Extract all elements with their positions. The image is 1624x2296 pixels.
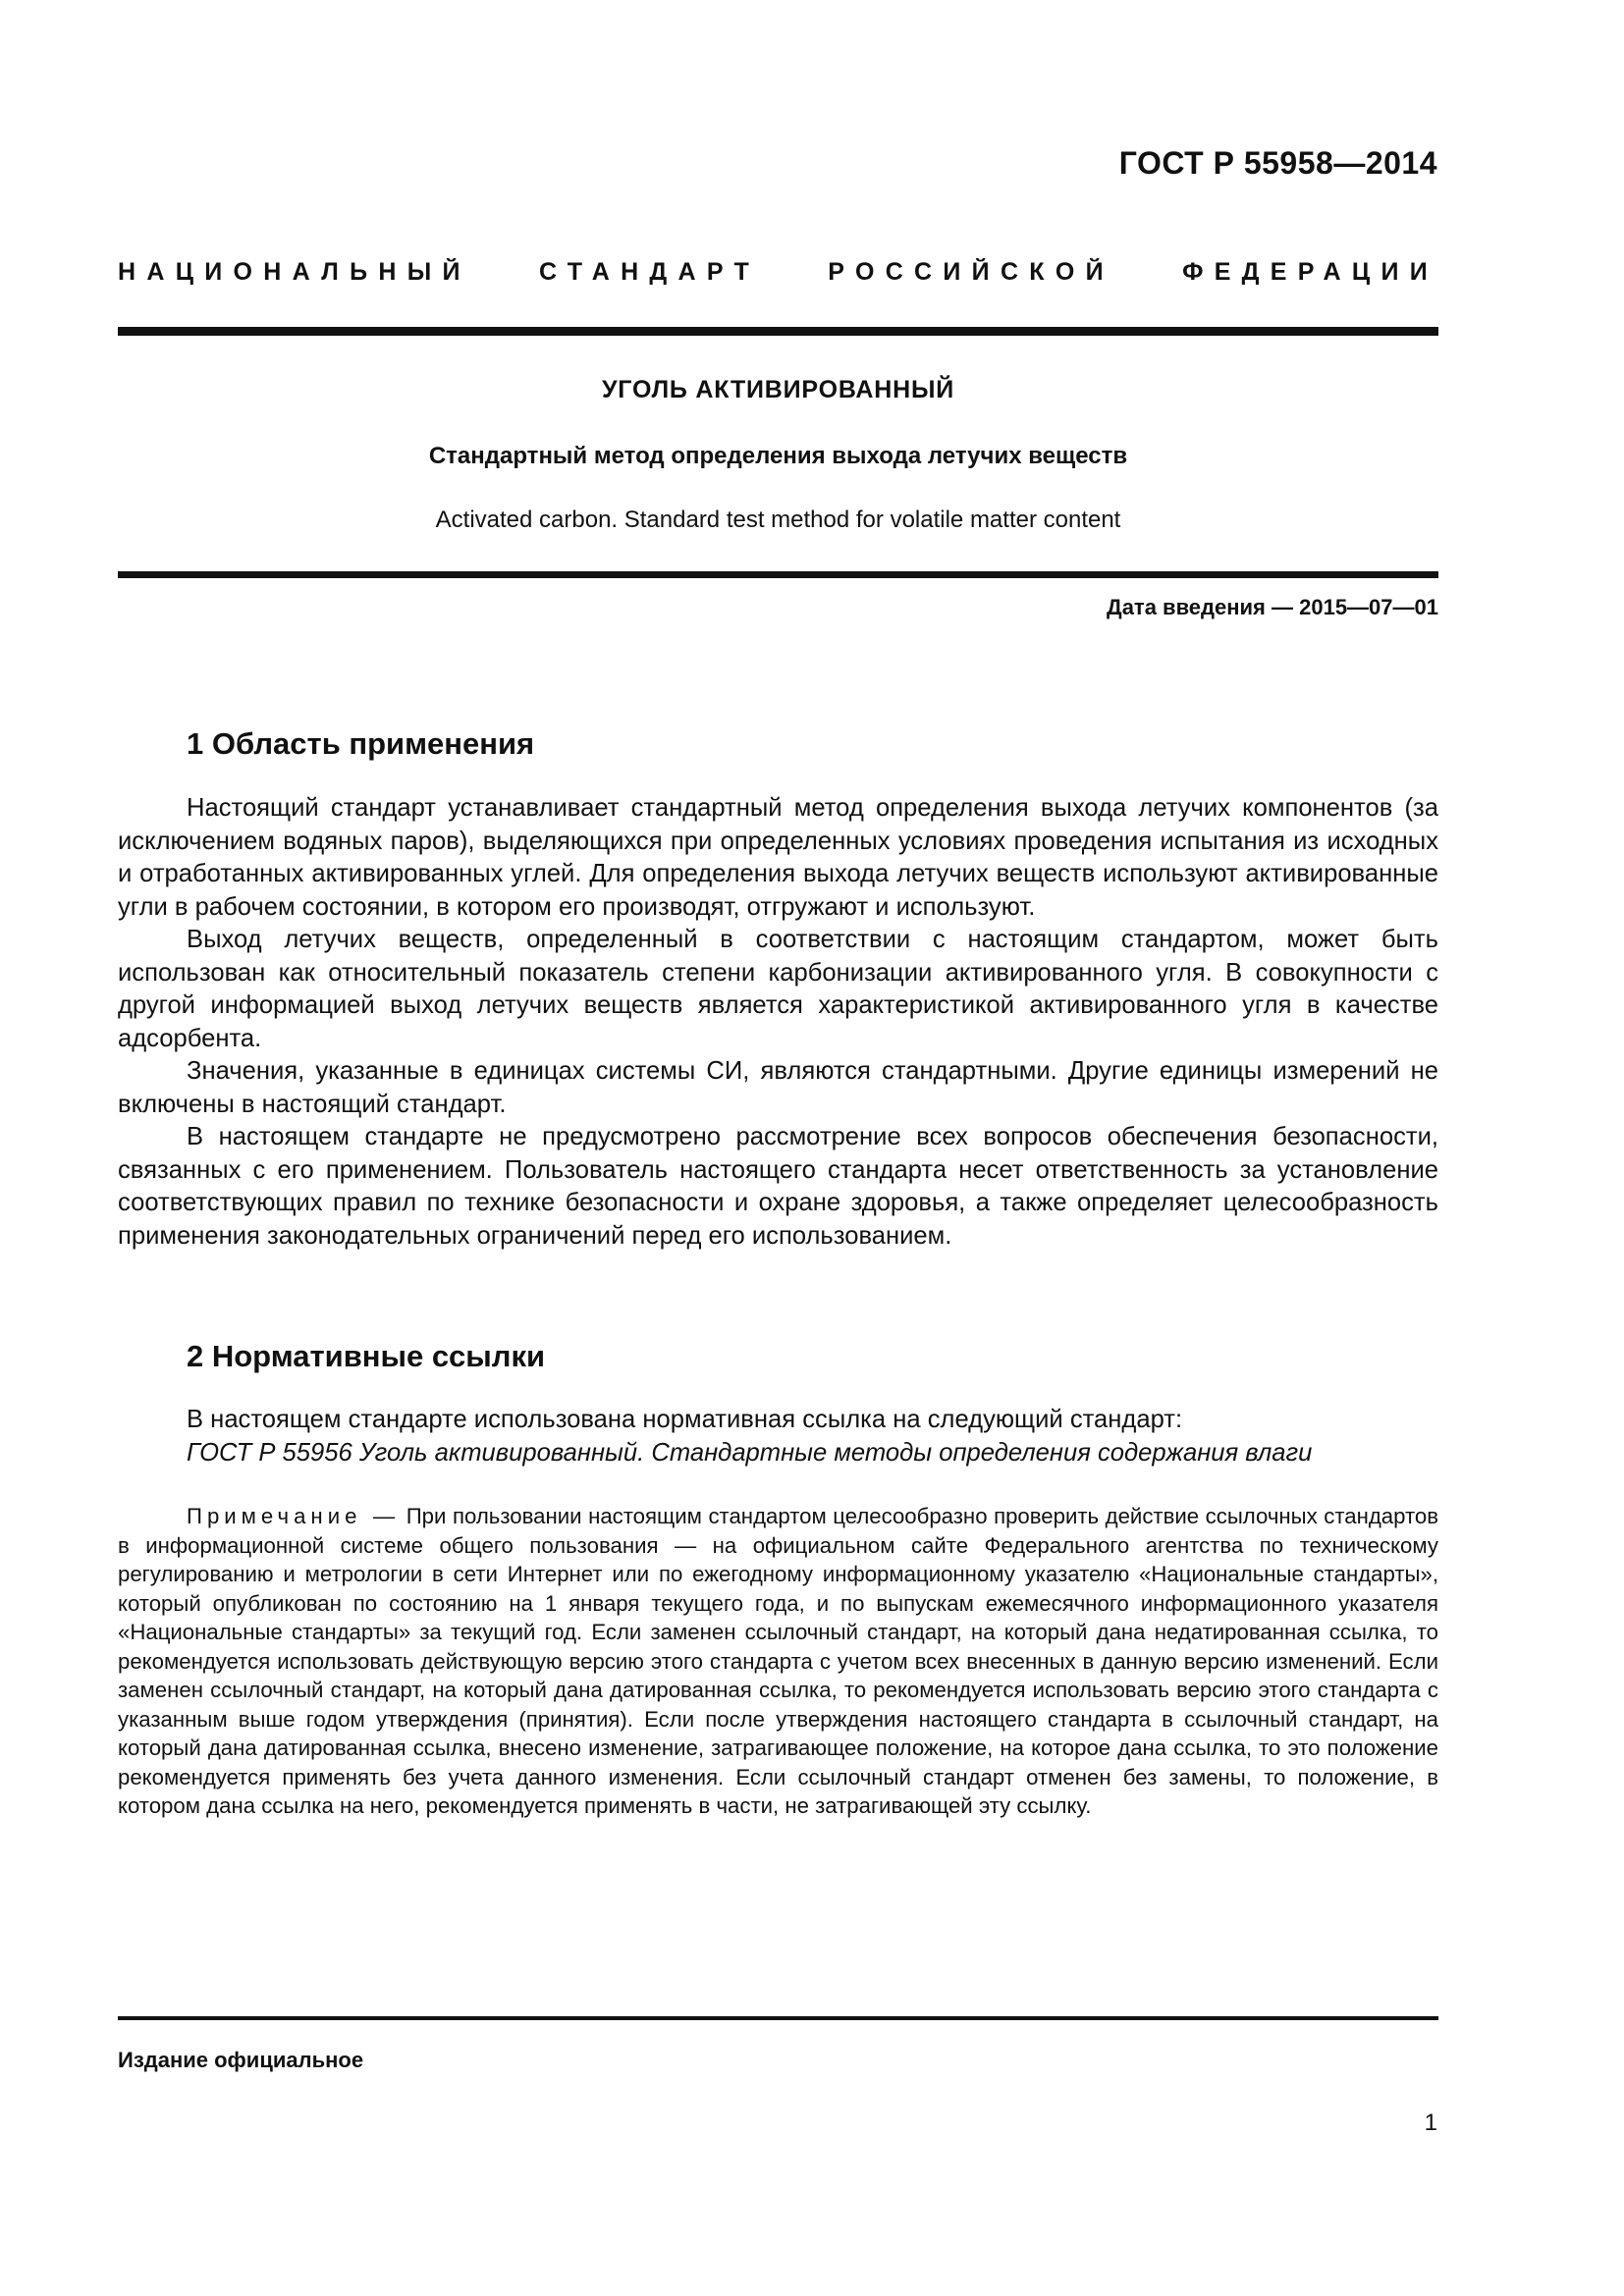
section-1-paragraph: Значения, указанные в единицах системы СИ, являются стандартными. Другие единицы измерений не включены в настоящий стандарт. <box>118 1057 1438 1118</box>
footer-divider <box>118 2016 1438 2020</box>
section-1-paragraph: Выход летучих веществ, определенный в соответствии с настоящим стандартом, может быть использован как относительный показатель степени карбонизации активированного угля. В совокупности с другой информацией выход летучих веществ является характеристикой активированного угля в качестве адсорбента. <box>118 926 1438 1052</box>
note-block <box>118 1502 1438 1821</box>
page-number: 1 <box>1424 2109 1437 2136</box>
english-title: Activated carbon. Standard test method for volatile matter content <box>435 507 1121 533</box>
document-subtitle: Стандартный метод определения выхода летучих веществ <box>428 443 1128 469</box>
note-label: Примечание — <box>187 1504 401 1528</box>
section-2-heading: 2 Нормативные ссылки <box>187 1339 546 1373</box>
section-1-paragraph: Настоящий стандарт устанавливает стандартный метод определения выхода летучих компонентов (за исключением водяных паров), выделяющихся при определенных условиях проведения испытания из исходных и отработанных активированных углей. Для определения выхода летучих веществ используют активированные угли в рабочем состоянии, в котором его производят, отгружают и используют. <box>118 794 1438 921</box>
title-divider <box>118 571 1438 578</box>
edition-label: Издание официальное <box>118 2048 364 2072</box>
section-2-intro: В настоящем стандарте использована нормативная ссылка на следующий стандарт: <box>187 1406 1183 1433</box>
section-1-body <box>118 792 1438 1253</box>
section-1-heading: 1 Область применения <box>187 726 535 761</box>
note-paragraph <box>118 1502 1438 1821</box>
national-standard-header: НАЦИОНАЛЬНЫЙ СТАНДАРТ РОССИЙСКОЙ ФЕДЕРАЦИИ <box>118 258 1438 286</box>
normative-reference: ГОСТ Р 55956 Уголь активированный. Стандартные методы определения содержания влаги <box>187 1438 1313 1467</box>
header-divider <box>118 327 1438 336</box>
document-title: УГОЛЬ АКТИВИРОВАННЫЙ <box>601 376 955 403</box>
section-2-body <box>118 1404 1438 1469</box>
introduction-date: Дата введения — 2015—07—01 <box>1107 595 1438 619</box>
document-number: ГОСТ Р 55958—2014 <box>1118 145 1437 181</box>
note-text: При пользовании настоящим стандартом целесообразно проверить действие ссылочных стандартов в информационной системе общего пользования — на официальном сайте Федерального агентства по техническому регулированию и метрологии в сети Интернет или по ежегодному информационному указателю «Национальные стандарты», который опубликован по состоянию на 1 января текущего года, и по выпускам ежемесячного информационного указателя «Национальные стандарты» за текущий год. Если заменен ссылочный стандарт, на который дана недатированная ссылка, то рекомендуется использовать действующую версию этого стандарта с учетом всех внесенных в данную версию изменений. Если заменен ссылочный стандарт, на который дана датированная ссылка, то рекомендуется использовать версию этого стандарта с указанным выше годом утверждения (принятия). Если после утверждения настоящего стандарта в ссылочный стандарт, на который дана датированная ссылка, внесено изменение, затрагивающее положение, на которое дана ссылка, то это положение рекомендуется применять без учета данного изменения. Если ссылочный стандарт отменен без замены, то положение, в котором дана ссылка на него, рекомендуется применять в части, не затрагивающей эту ссылку. <box>118 1504 1439 1818</box>
section-1-paragraph: В настоящем стандарте не предусмотрено рассмотрение всех вопросов обеспечения безопасности, связанных с его применением. Пользователь настоящего стандарта несет ответственность за установление соответствующих правил по технике безопасности и охране здоровья, а также определяет целесообразность применения законодательных ограничений перед его использованием. <box>118 1123 1438 1250</box>
